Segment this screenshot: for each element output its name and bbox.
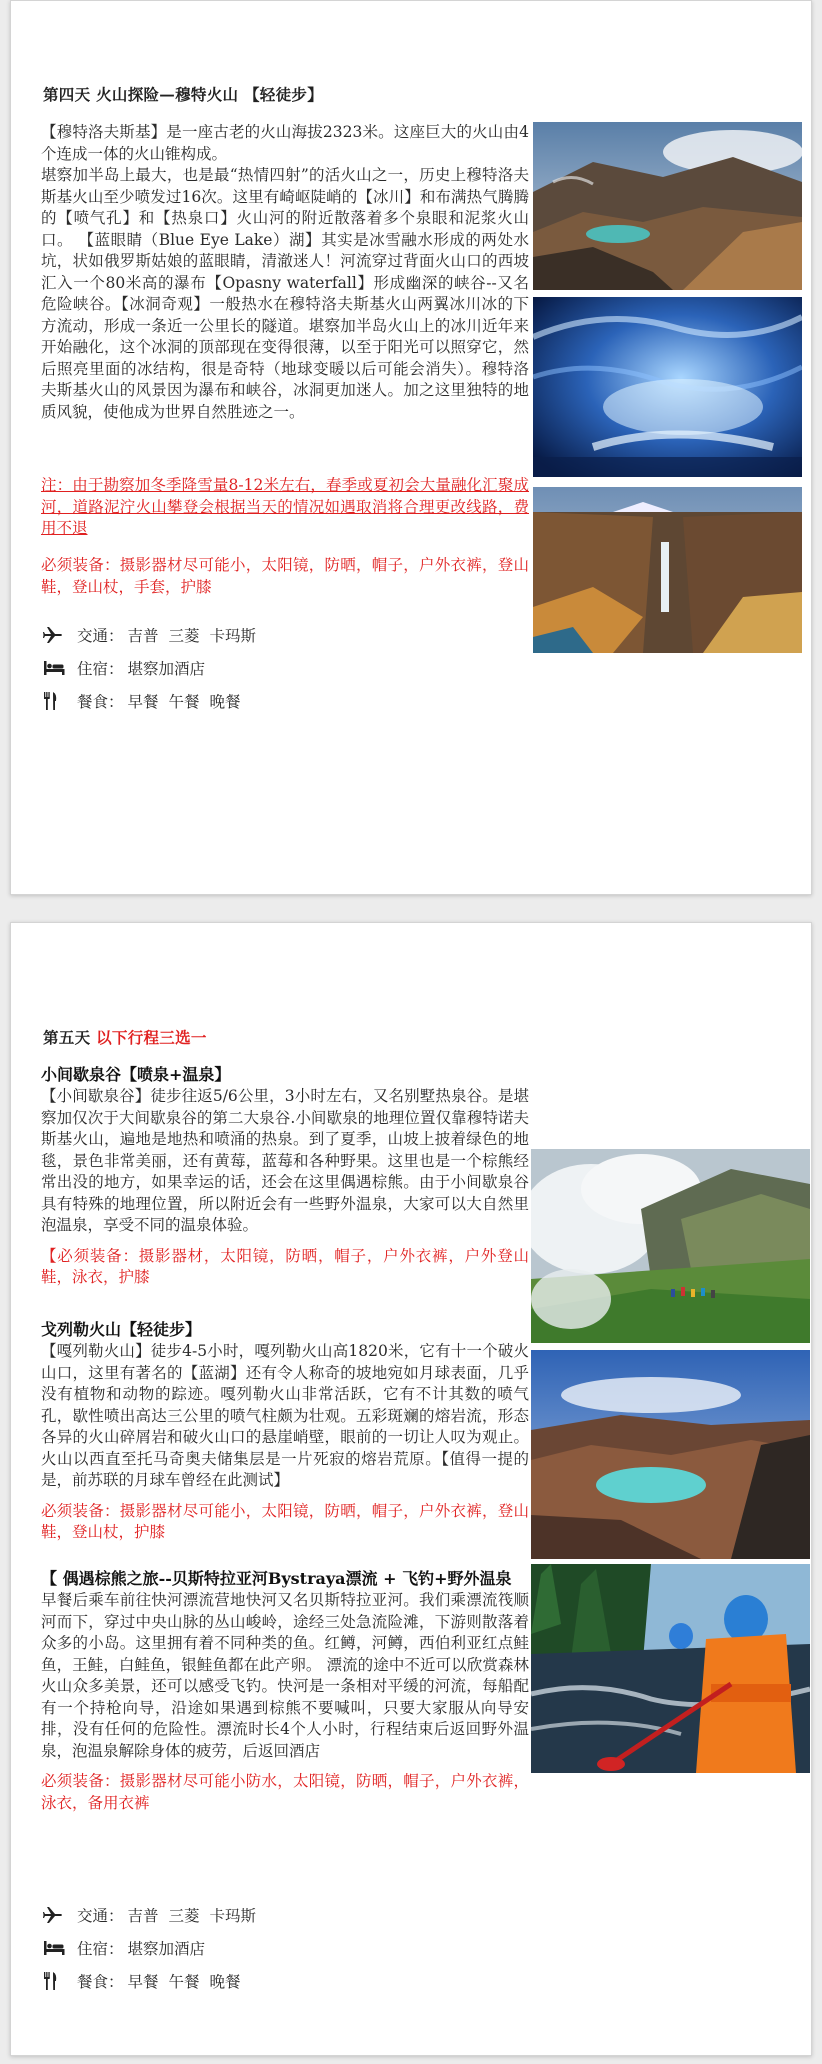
- meals-label: 餐食：: [77, 1973, 124, 1991]
- cutlery-icon: [43, 691, 71, 711]
- transport-item: 吉普: [127, 1907, 159, 1925]
- itinerary-page-day4: [10, 0, 812, 895]
- blue-lake-crater-photo: [531, 1350, 810, 1559]
- hotel-label: 住宿：: [77, 1940, 124, 1958]
- day4-equipment-text: 必须装备：摄影器材尽可能小，太阳镜，防晒，帽子，户外衣裤，登山鞋，登山杖，手套，护膝: [41, 556, 529, 596]
- transport-item: 吉普: [127, 627, 159, 645]
- cutlery-icon: [43, 1971, 71, 1991]
- transport-item: 三菱: [168, 1907, 200, 1925]
- day4-intro: 【穆特洛夫斯基】是一座古老的火山海拔2323米。这座巨大的火山由4个连成一体的火山锥构成。: [41, 123, 529, 163]
- hotel-label: 住宿：: [77, 660, 124, 678]
- ice-cave-photo: [533, 297, 802, 477]
- option3-section: [41, 1568, 529, 1814]
- option2-body: 【嘎列勒火山】徒步4-5小时，嘎列勒火山高1820米，它有十一个破火山口，这里有著名的【蓝湖】还有令人称奇的坡地宛如月球表面，几乎没有植物和动物的踪迹。嘎列勒火山非常活跃，它有不计其数的喷气孔，歇性喷出高达三公里的喷气柱颇为壮观。五彩斑斓的熔岩流，形态各异的火山碎屑岩和破火山口的悬崖峭壁，眼前的一切让人叹为观止。火山以西直至托马奇奥夫储集层是一片死寂的熔岩荒原。【值得一提的是，前苏联的月球车曾经在此测试】: [41, 1342, 529, 1489]
- day4-title: 第四天 火山探险—穆特火山 【轻徒步】: [43, 85, 323, 104]
- transport-item: 卡玛斯: [209, 627, 257, 645]
- geyser-valley-photo: [531, 1149, 810, 1343]
- meal-item: 晚餐: [209, 1973, 241, 1991]
- itinerary-page-day5: [10, 922, 812, 2056]
- meal-item: 早餐: [127, 1973, 159, 1991]
- transport-label: 交通：: [77, 1907, 124, 1925]
- option3-equipment: 必须装备：摄影器材尽可能小防水，太阳镜，防晒，帽子，户外衣裤，泳衣，备用衣裤: [41, 1772, 529, 1812]
- hotel-value: 堪察加酒店: [127, 660, 206, 678]
- meal-item: 午餐: [168, 1973, 200, 1991]
- volcano-crater-photo: [533, 122, 802, 290]
- meal-item: 晚餐: [209, 693, 241, 711]
- option1-title: 小间歇泉谷【喷泉+温泉】: [41, 1065, 231, 1084]
- option2-section: [41, 1319, 529, 1544]
- option2-title: 戈列勒火山【轻徒步】: [41, 1320, 202, 1339]
- airplane-icon: [43, 1905, 71, 1925]
- day5-title: [43, 1026, 207, 1048]
- option1-body: 【小间歇泉谷】徒步往返5/6公里，3小时左右，又名别墅热泉谷。是堪察加仅次于大间歇泉谷的第二大泉谷.小间歇泉的地理位置仅靠穆特诺夫斯基火山，遍地是地热和喷涌的热泉。到了夏季，山坡上披着绿色的地毯，景色非常美丽，还有黄莓，蓝莓和各种野果。这里也是一个棕熊经常出没的地方，如果幸运的话，还会在这里偶遇棕熊。由于小间歇泉谷具有特殊的地理位置，所以附近会有一些野外温泉，大家可以大自然里泡温泉，享受不同的温泉体验。: [41, 1087, 529, 1234]
- waterfall-canyon-photo: [533, 487, 802, 653]
- bed-icon: [43, 658, 71, 678]
- airplane-icon: [43, 625, 71, 645]
- hotel-value: 堪察加酒店: [127, 1940, 206, 1958]
- option1-equipment: 【必须装备：摄影器材，太阳镜，防晒，帽子，户外衣裤，户外登山鞋，泳衣，护膝: [41, 1246, 529, 1286]
- day5-hotel-row: [43, 1936, 215, 1960]
- option3-title: 【 偶遇棕熊之旅--贝斯特拉亚河Bystraya漂流 + 飞钓+野外温泉: [41, 1569, 512, 1588]
- meal-item: 午餐: [168, 693, 200, 711]
- bed-icon: [43, 1938, 71, 1958]
- transport-label: 交通：: [77, 627, 124, 645]
- transport-item: 卡玛斯: [209, 1907, 257, 1925]
- day5-meals-row: [43, 1969, 251, 1993]
- day5-transport-row: [43, 1903, 266, 1927]
- river-rafting-photo: [531, 1564, 810, 1773]
- day5-title-suffix: 以下行程三选一: [96, 1028, 207, 1047]
- day4-equipment: [41, 555, 529, 598]
- meal-item: 早餐: [127, 693, 159, 711]
- day4-transport-row: [43, 623, 266, 647]
- day5-title-prefix: 第五天: [43, 1028, 91, 1047]
- transport-item: 三菱: [168, 627, 200, 645]
- day4-description: [41, 122, 529, 423]
- meals-label: 餐食：: [77, 693, 124, 711]
- option1-section: [41, 1064, 529, 1289]
- option3-body: 早餐后乘车前往快河漂流营地快河又名贝斯特拉亚河。我们乘漂流筏顺河而下，穿过中央山脉的丛山峻岭，途经三处急流险滩，下游则散落着众多的小岛。这里拥有着不同种类的鱼。红鳟，河鳟，西伯利亚红点鲑鱼，王鲑，白鲑鱼，银鲑鱼都在此产卵。 漂流的途中不近可以欣赏森林火山众多美景，还可以感受飞钓。快河是一条相对平缓的河流，每船配有一个持枪向导，沿途如果遇到棕熊不要喊叫，只要大家服从向导安排，没有任何的危险性。漂流时长4个人小时，行程结束后返回野外温泉，泡温泉解除身体的疲劳，后返回酒店: [41, 1591, 529, 1760]
- day4-note-text: 注：由于勘察加冬季降雪量8-12米左右，春季或夏初会大量融化汇聚成河，道路泥泞火山攀登会根据当天的情况如遇取消将合理更改线路，费用不退: [41, 476, 529, 537]
- day4-hotel-row: [43, 656, 215, 680]
- day4-body: 堪察加半岛上最大，也是最“热情四射”的活火山之一，历史上穆特洛夫斯基火山至少喷发过16次。这里有崎岖陡峭的【冰川】和布满热气腾腾的【喷气孔】和【热泉口】火山河的附近散落着多个泉眼和泥浆火山口。 【蓝眼睛（Blue Eye Lake）湖】其实是冰雪融水形成的两处水坑，状如俄罗斯姑娘的蓝眼睛，清澈迷人！河流穿过背面火山口的西坡汇入一个80米高的瀑布【Opasny waterfall】形成幽深的峡谷--又名危险峡谷。【冰洞奇观】一般热水在穆特洛夫斯基火山两翼冰川冰的下方流动，形成一条近一公里长的隧道。堪察加半岛火山上的冰川近年来开始融化，这个冰洞的顶部现在变得很薄，以至于阳光可以照穿它，然后照亮里面的冰结构，很是奇特（地球变暖以后可能会消失）。穆特洛夫斯基火山的风景因为瀑布和峡谷，冰洞更加迷人。加之这里独特的地质风貌，使他成为世界自然胜迹之一。: [41, 166, 529, 421]
- day4-meals-row: [43, 689, 251, 713]
- option2-equipment: 必须装备：摄影器材尽可能小，太阳镜，防晒，帽子，户外衣裤，登山鞋，登山杖，护膝: [41, 1501, 529, 1541]
- day4-note: [41, 475, 529, 540]
